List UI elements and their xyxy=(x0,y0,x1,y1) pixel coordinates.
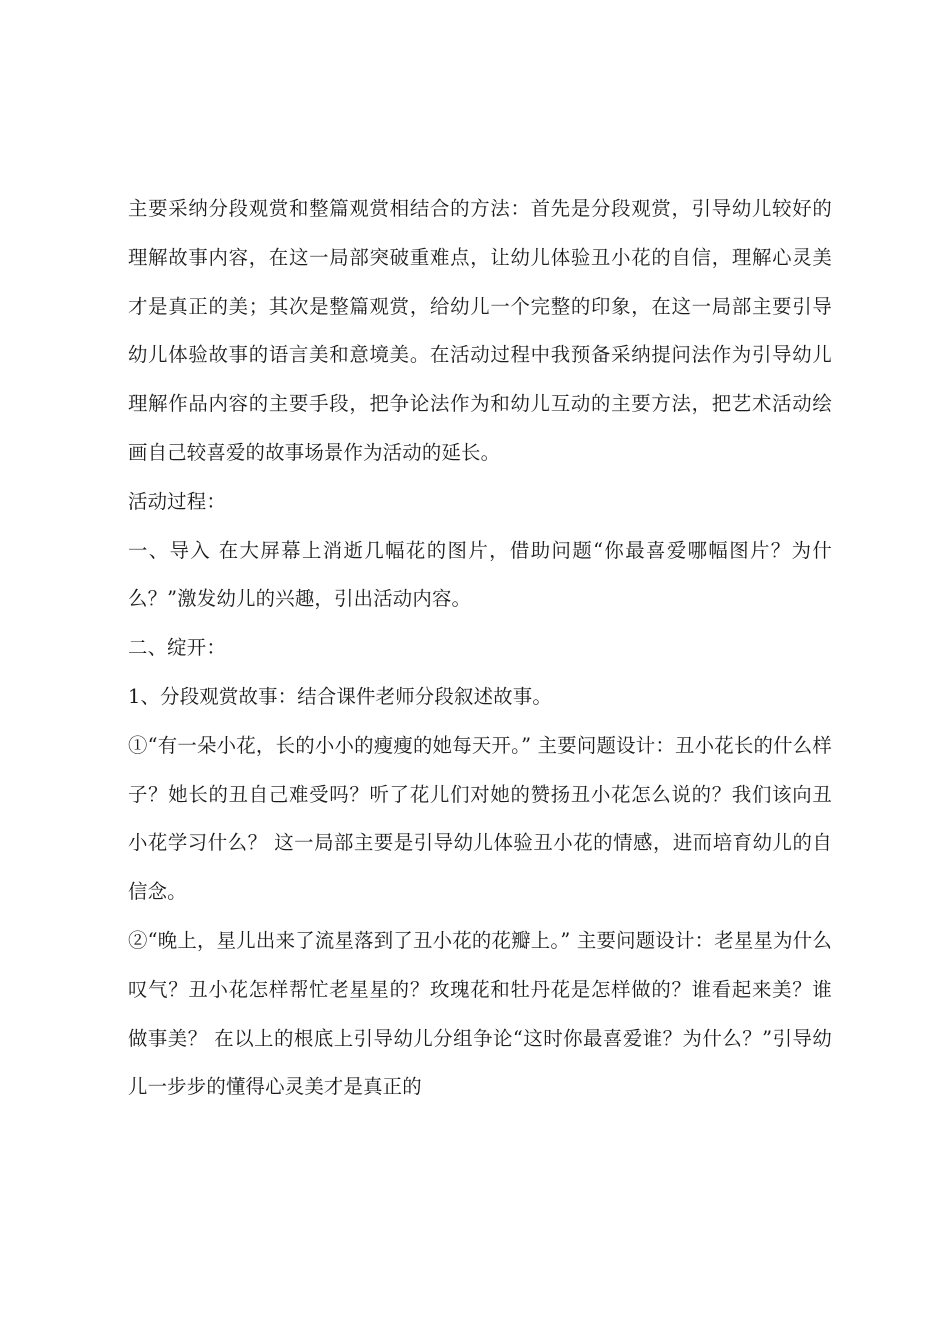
paragraph-development-heading: 二、绽开： xyxy=(128,636,226,660)
paragraph-activity-process-heading: 活动过程： xyxy=(128,489,226,513)
paragraph-introduction: 一、导入 在大屏幕上消逝几幅花的图片，借助问题“你最喜爱哪幅图片？为什么？”激发幼儿的兴趣，引出活动内容。 xyxy=(128,538,832,611)
paragraph-segment-one: ①“有一朵小花，长的小小的瘦瘦的她每天开。” 主要问题设计：丑小花长的什么样子？她长的丑自己难受吗？听了花儿们对她的赞扬丑小花怎么说的？我们该向丑小花学习什么？ 这一局部主要是引导幼儿体验丑小花的情感，进而培育幼儿的自信念。 xyxy=(128,733,832,904)
paragraph-segment-two: ②“晚上，星儿出来了流星落到了丑小花的花瓣上。” 主要问题设计：老星星为什么叹气？丑小花怎样帮忙老星星的？玫瑰花和牡丹花是怎样做的？谁看起来美？谁做事美？ 在以上的根底上引导幼儿分组争论“这时你最喜爱谁？为什么？”引导幼儿一步步的懂得心灵美才是真正的 xyxy=(128,928,832,1099)
document-body xyxy=(128,185,832,1112)
paragraph-segment-viewing: 1、分段观赏故事：结合课件老师分段叙述故事。 xyxy=(128,684,552,708)
paragraph-method: 主要采纳分段观赏和整篇观赏相结合的方法：首先是分段观赏，引导幼儿较好的理解故事内容，在这一局部突破重难点，让幼儿体验丑小花的自信，理解心灵美才是真正的美；其次是整篇观赏，给幼儿一个完整的印象，在这一局部主要引导幼儿体验故事的语言美和意境美。在活动过程中我预备采纳提问法作为引导幼儿理解作品内容的主要手段，把争论法作为和幼儿互动的主要方法，把艺术活动绘画自己较喜爱的故事场景作为活动的延长。 xyxy=(128,197,832,464)
